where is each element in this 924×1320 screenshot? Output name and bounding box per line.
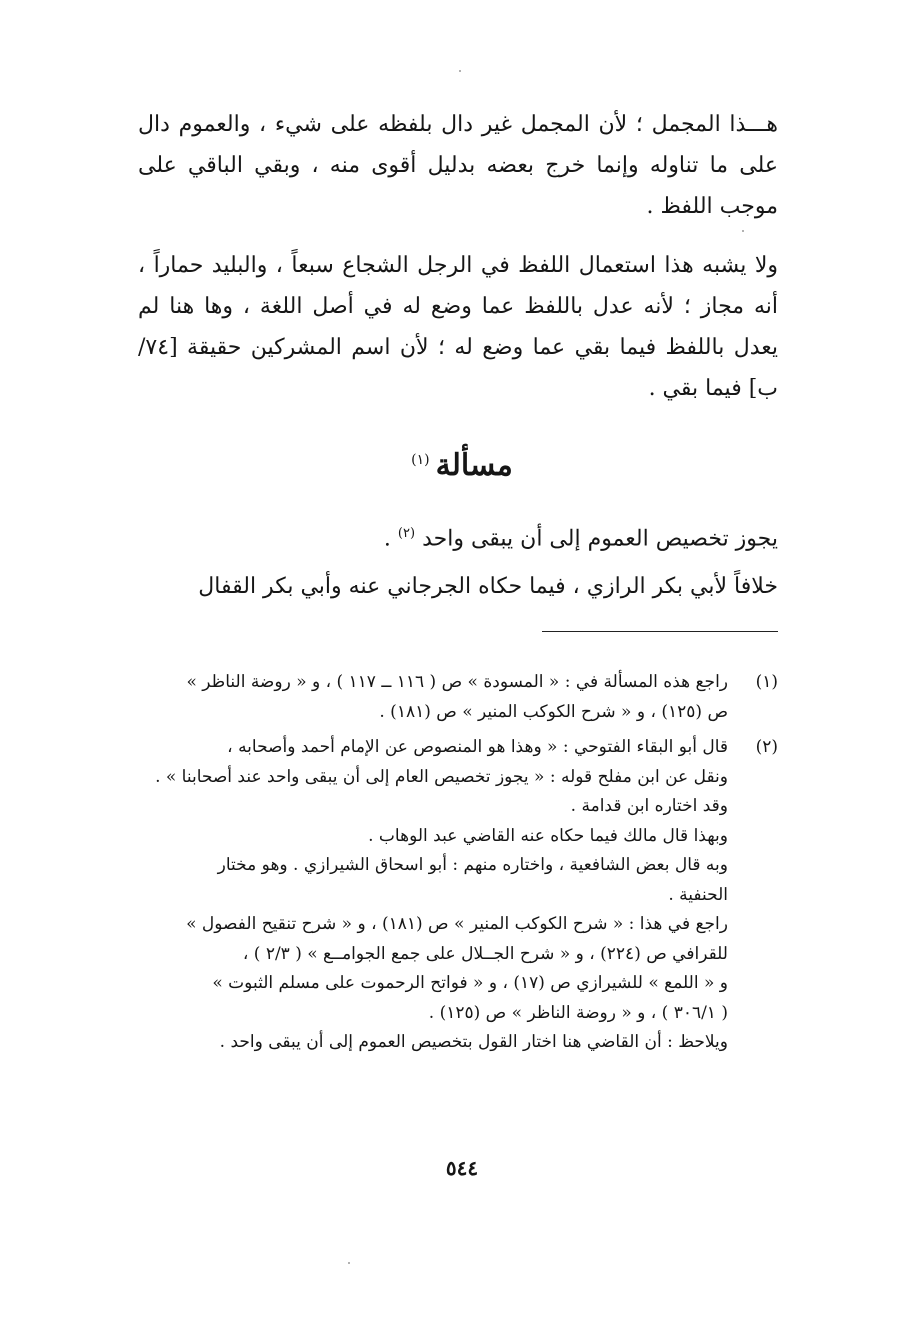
issue-line: خلافاً لأبي بكر الرازي ، فيما حكاه الجرجاني عنه وأبي بكر القفال: [198, 574, 778, 600]
footnote-line: ( ٣٠٦/١ ) ، و « روضة الناظر » ص (١٢٥) .: [428, 1002, 728, 1023]
footnote-separator: [542, 631, 778, 632]
footnote-line: قال أبو البقاء الفتوحي : « وهذا هو المنصوص عن الإمام أحمد وأصحابه ،: [227, 737, 728, 757]
page-number: ٥٤٤: [445, 1156, 479, 1180]
footnote-line: ص (١٢٥) ، و « شرح الكوكب المنير » ص (١٨١) .: [379, 701, 728, 722]
footnote: [98, 733, 778, 1058]
footnote-line: وبهذا قال مالك فيما حكاه عنه القاضي عبد الوهاب .: [368, 825, 728, 846]
paragraph: ولا يشبه هذا استعمال اللفظ في الرجل الشجاع سبعاً ، والبليد حماراً ، أنه مجاز ؛ لأنه عدل باللفظ عما وضع له في أصل اللغة ، وها هنا لم يعدل باللفظ فيما بقي عما وضع له ؛ لأن اسم المشركين حقيقة [٧٤/ب] فيما بقي .: [138, 253, 778, 401]
footnote-line: راجع في هذا : « شرح الكوكب المنير » ص (١٨١) ، و « شرح تنقيح الفصول »: [186, 914, 728, 934]
footnote-reference: (٢): [397, 526, 416, 541]
issue-statement-end: .: [383, 526, 391, 552]
footnote-number: (٢): [755, 737, 778, 757]
footnote-line: وبه قال بعض الشافعية ، واختاره منهم : أبو اسحاق الشيرازي . وهو مختار: [217, 855, 728, 875]
footnote: [98, 668, 778, 727]
scan-speck: [348, 1262, 350, 1264]
footnote-number: (١): [755, 672, 778, 692]
footnote-line: و « اللمع » للشيرازي ص (١٧) ، و « فواتح الرحموت على مسلم الثبوت »: [212, 973, 728, 993]
footnote-line: ويلاحظ : أن القاضي هنا اختار القول بتخصيص العموم إلى أن يبقى واحد .: [219, 1032, 728, 1052]
main-text: [138, 104, 778, 409]
paragraph: هـــذا المجمل ؛ لأن المجمل غير دال بلفظه على شيء ، والعموم دال على ما تناوله وإنما خرج بعضه بدليل أقوى منه ، وبقي الباقي على موجب اللفظ .: [138, 112, 778, 219]
footnote-line: راجع هذه المسألة في : « المسودة » ص ( ١١٦ ــ ١١٧ ) ، و « روضة الناظر »: [186, 672, 728, 692]
footnote-reference: (١): [411, 452, 430, 468]
footnote-line: للقرافي ص (٢٢٤) ، و « شرح الجــلال على جمع الجوامــع » ( ٢/٣ ) ،: [242, 943, 728, 964]
footnotes: [98, 668, 778, 1058]
footnote-line: الحنفية .: [668, 884, 728, 905]
scan-speck: [459, 70, 461, 72]
footnote-line: ونقل عن ابن مفلح قوله : « يجوز تخصيص العام إلى أن يبقى واحد عند أصحابنا » .: [155, 766, 728, 787]
heading-title: مسألة: [435, 448, 513, 483]
footnote-line: وقد اختاره ابن قدامة .: [570, 796, 728, 816]
section-heading: [0, 440, 924, 486]
issue-statement: يجوز تخصيص العموم إلى أن يبقى واحد: [422, 526, 778, 552]
issue-text: [138, 510, 778, 611]
issue-line: [138, 510, 778, 563]
